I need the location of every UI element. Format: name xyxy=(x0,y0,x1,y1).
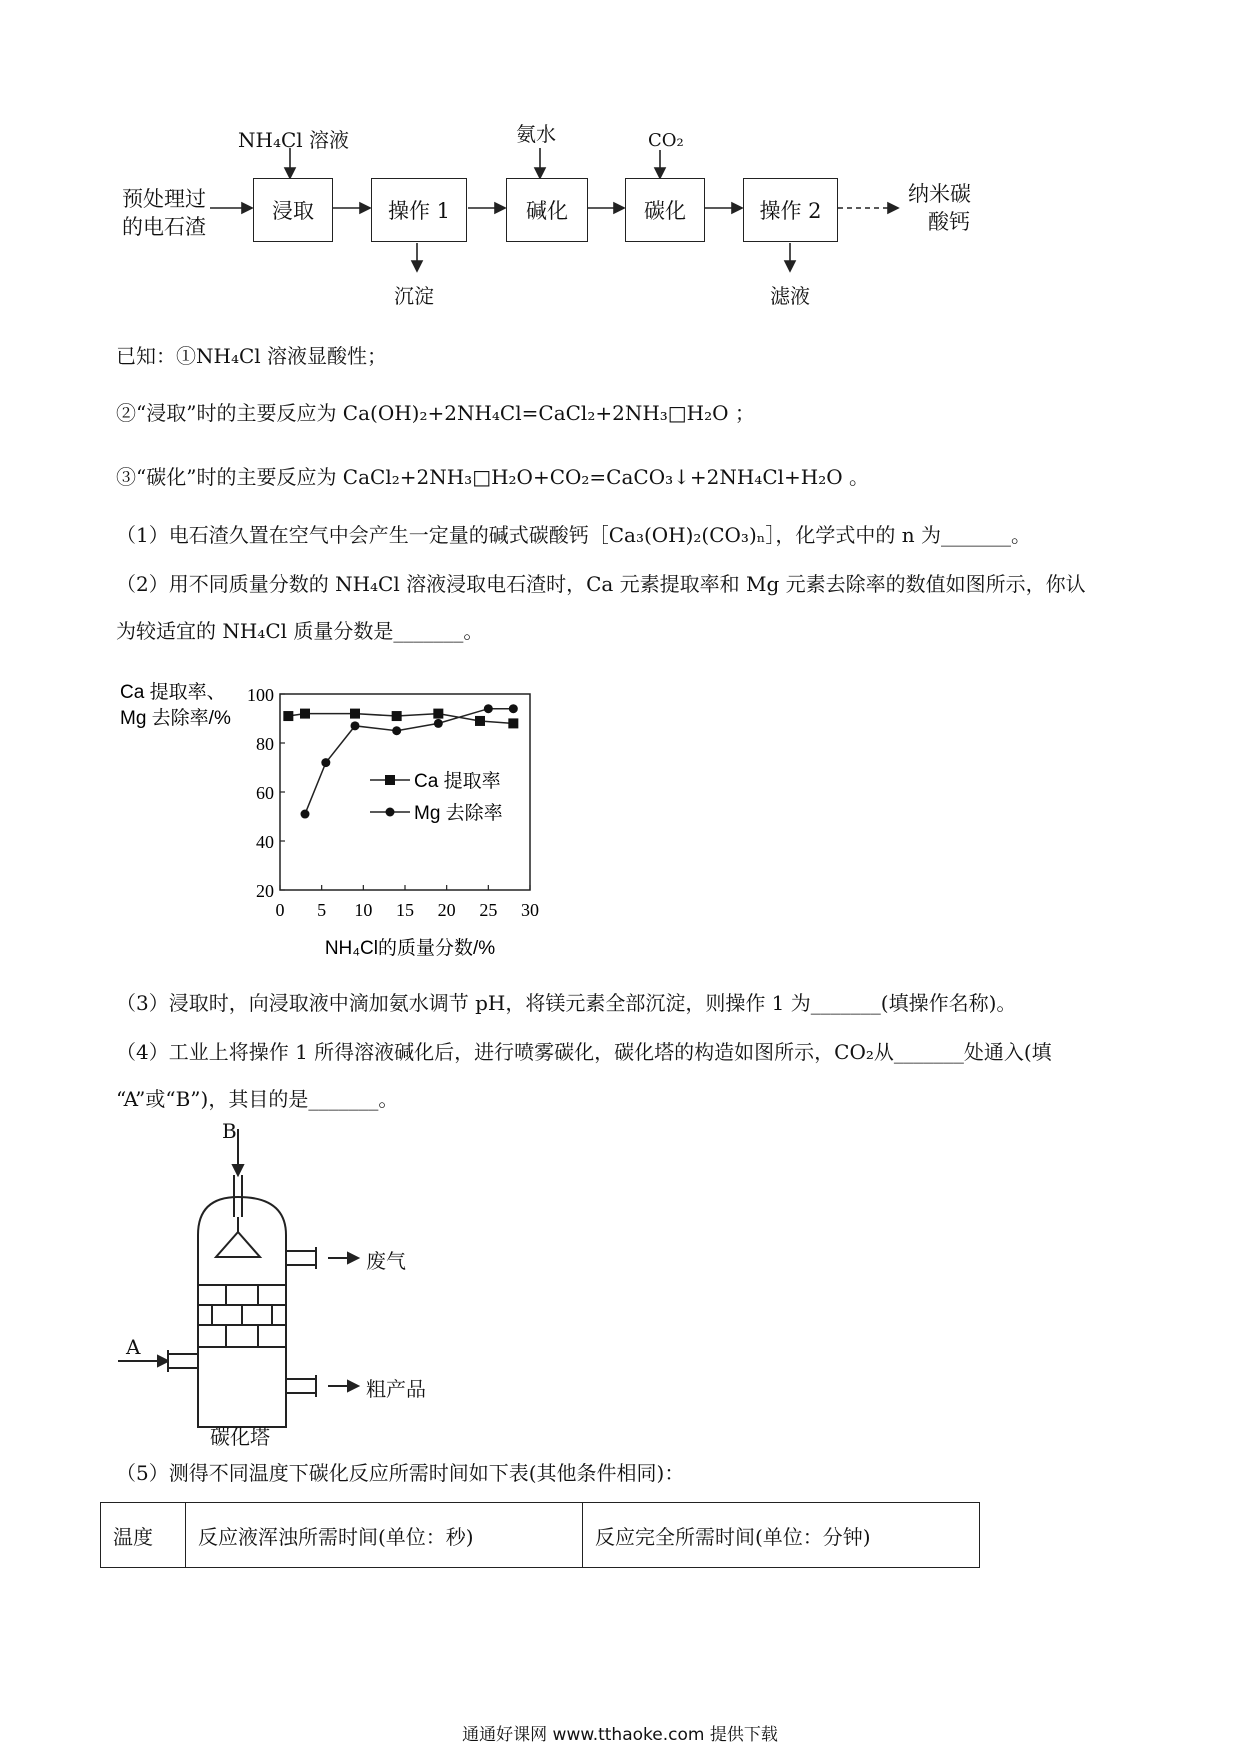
flow-product-label: 纳米碳 酸钙 xyxy=(908,182,971,234)
y-tick-label: 60 xyxy=(256,783,274,803)
tower-inlet-a-label: A xyxy=(126,1335,141,1359)
flow-reagent-ammonia: 氨水 xyxy=(516,122,556,146)
question-2-line-1: （2）用不同质量分数的 NH₄Cl 溶液浸取电石渣时，Ca 元素提取率和 Mg 元素去除率的数值如图所示，你认 xyxy=(116,572,1086,596)
table-header-cell: 温度 xyxy=(101,1503,186,1568)
data-point-mg xyxy=(434,719,443,728)
flow-reagent-co2: CO₂ xyxy=(648,130,684,151)
x-tick-label: 10 xyxy=(354,900,373,920)
flow-reagent-nh4cl: NH₄Cl 溶液 xyxy=(238,128,350,152)
tower-product-label: 粗产品 xyxy=(366,1377,426,1401)
legend-label: Ca 提取率 xyxy=(414,771,501,792)
reaction-time-table xyxy=(100,1502,980,1568)
data-point-mg xyxy=(301,810,310,819)
extraction-chart xyxy=(110,670,630,960)
x-tick-label: 25 xyxy=(479,900,498,920)
known-fact-2: ②“浸取”时的主要反应为 Ca(OH)₂+2NH₄Cl=CaCl₂+2NH₃□H₂O ； xyxy=(116,401,755,425)
legend-marker-square xyxy=(385,775,395,785)
y-axis-label: Mg 去除率/% xyxy=(120,708,231,729)
y-axis-label: Ca 提取率、 xyxy=(120,682,226,703)
x-tick-label: 30 xyxy=(521,900,539,920)
question-4-line-1: （4）工业上将操作 1 所得溶液碱化后，进行喷雾碳化，碳化塔的构造如图所示，CO₂从_______处通入(填 xyxy=(116,1040,1052,1064)
data-point-ca xyxy=(433,709,443,719)
known-fact-3: ③“碳化”时的主要反应为 CaCl₂+2NH₃□H₂O+CO₂=CaCO₃↓+2NH₄Cl+H₂O 。 xyxy=(116,465,869,489)
carbonization-tower-diagram xyxy=(100,1119,480,1449)
y-tick-label: 20 xyxy=(256,881,274,901)
data-point-ca xyxy=(350,709,360,719)
x-tick-label: 15 xyxy=(396,900,414,920)
data-point-mg xyxy=(484,704,493,713)
flow-box-leaching: 浸取 xyxy=(253,178,333,242)
flow-input-label: 预处理过 的电石渣 xyxy=(122,187,206,239)
data-point-mg xyxy=(509,704,518,713)
y-tick-label: 40 xyxy=(256,832,274,852)
flow-box-operation-2: 操作 2 xyxy=(743,178,838,242)
y-tick-label: 80 xyxy=(256,734,274,754)
table-header-cell: 反应完全所需时间(单位：分钟) xyxy=(583,1503,980,1568)
question-2-line-2: 为较适宜的 NH₄Cl 质量分数是_______。 xyxy=(116,619,484,643)
data-point-mg xyxy=(351,721,360,730)
flow-arrows xyxy=(0,0,1240,320)
question-4-line-2: “A”或“B”)，其目的是_______。 xyxy=(116,1087,399,1111)
page-footer: 通通好课网 www.tthaoke.com 提供下载 xyxy=(462,1725,778,1745)
x-tick-label: 5 xyxy=(317,900,327,920)
flow-box-carbonize: 碳化 xyxy=(625,178,705,242)
flow-output-precipitate: 沉淀 xyxy=(394,284,434,308)
data-point-mg xyxy=(321,758,330,767)
table-header-cell: 反应液浑浊所需时间(单位：秒) xyxy=(186,1503,583,1568)
data-point-ca xyxy=(283,711,293,721)
x-axis-label: NH₄Cl的质量分数/% xyxy=(324,938,496,959)
data-point-ca xyxy=(508,718,518,728)
chart-svg xyxy=(110,670,630,960)
y-tick-label: 100 xyxy=(247,685,274,705)
question-3: （3）浸取时，向浸取液中滴加氨水调节 pH，将镁元素全部沉淀，则操作 1 为_______(填操作名称)。 xyxy=(116,991,1017,1015)
tower-exhaust-label: 废气 xyxy=(366,1249,406,1273)
x-tick-label: 0 xyxy=(275,900,285,920)
question-5: （5）测得不同温度下碳化反应所需时间如下表(其他条件相同)： xyxy=(116,1461,685,1485)
flow-output-filtrate: 滤液 xyxy=(770,284,810,308)
legend-label: Mg 去除率 xyxy=(414,803,503,824)
table-header-row xyxy=(101,1503,980,1568)
data-point-ca xyxy=(300,709,310,719)
known-fact-1: 已知：①NH₄Cl 溶液显酸性； xyxy=(116,344,388,368)
flow-box-alkalize: 碱化 xyxy=(506,178,588,242)
flow-box-operation-1: 操作 1 xyxy=(371,178,467,242)
data-point-mg xyxy=(392,726,401,735)
data-point-ca xyxy=(475,716,485,726)
data-point-ca xyxy=(392,711,402,721)
tower-inlet-b-label: B xyxy=(222,1119,237,1143)
plot-frame xyxy=(280,694,530,890)
question-1: （1）电石渣久置在空气中会产生一定量的碱式碳酸钙［Ca₃(OH)₂(CO₃)ₙ］，化学式中的 n 为_______。 xyxy=(116,523,1031,547)
tower-caption: 碳化塔 xyxy=(210,1425,270,1449)
legend-marker-circle xyxy=(386,808,395,817)
x-tick-label: 20 xyxy=(437,900,456,920)
